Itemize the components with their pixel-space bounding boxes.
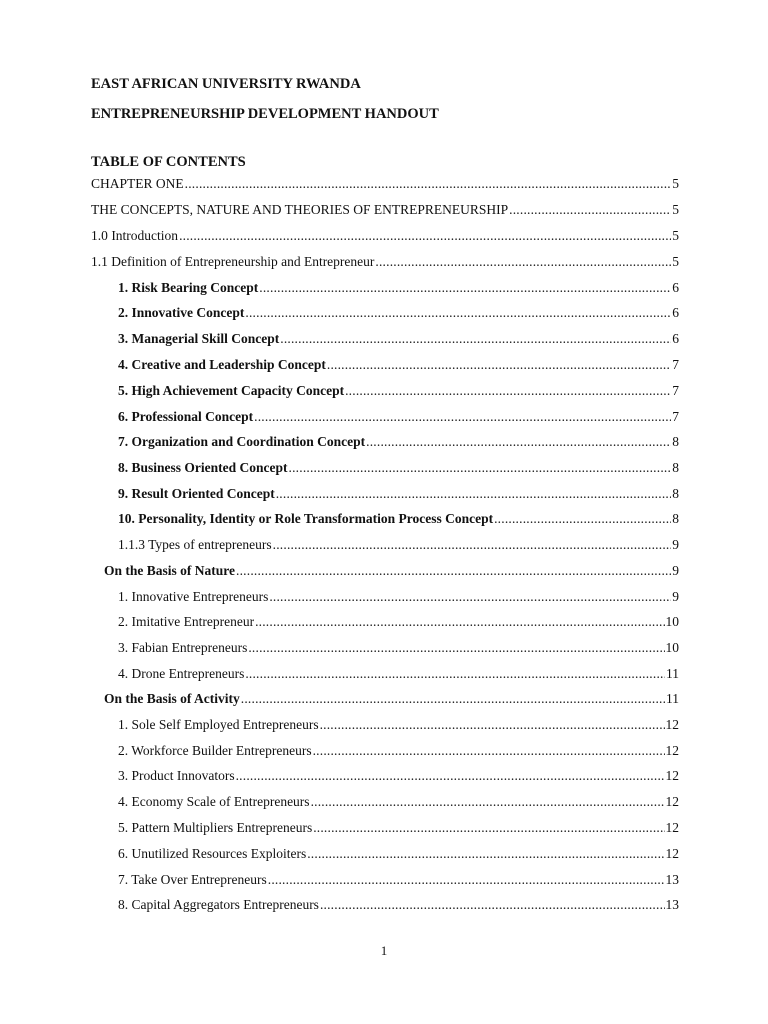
- toc-entry-label: 4. Creative and Leadership Concept: [118, 357, 326, 372]
- dot-leader: [320, 896, 665, 914]
- toc-entry-page: 8: [672, 511, 679, 526]
- toc-entry-label: 5. Pattern Multipliers Entrepreneurs: [118, 820, 313, 835]
- dot-leader: [241, 690, 665, 708]
- page-number: 1: [380, 943, 388, 958]
- dot-leader: [280, 330, 671, 348]
- toc-entry-label: 9. Result Oriented Concept: [118, 486, 275, 501]
- dot-leader: [327, 356, 671, 374]
- dot-leader: [255, 613, 664, 631]
- dot-leader: [254, 408, 671, 426]
- toc-entry-workforce-builder[interactable]: [118, 742, 679, 760]
- toc-entry-label: 1.1 Definition of Entrepreneurship and Entrepreneur: [91, 254, 375, 269]
- toc-heading: TABLE OF CONTENTS: [91, 154, 246, 170]
- toc-entry-page: 6: [672, 305, 679, 320]
- toc-entry-page: 13: [665, 872, 679, 887]
- toc-entry-label: 7. Organization and Coordination Concept: [118, 434, 366, 449]
- dot-leader: [269, 588, 671, 606]
- toc-entry-page: 8: [672, 460, 679, 475]
- toc-entry-label: 10. Personality, Identity or Role Transformation Process Concept: [118, 511, 494, 526]
- toc-entry-page: 5: [672, 254, 679, 269]
- dot-leader: [289, 459, 672, 477]
- toc-entry-label: 3. Managerial Skill Concept: [118, 331, 280, 346]
- toc-entry-page: 9: [672, 589, 679, 604]
- toc-entry-label: 8. Capital Aggregators Entrepreneurs: [118, 897, 319, 912]
- dot-leader: [236, 562, 671, 580]
- toc-entry-drone-entrepreneurs[interactable]: [118, 665, 679, 683]
- dot-leader: [313, 819, 664, 837]
- toc-entry-page: 9: [672, 537, 679, 552]
- dot-leader: [245, 665, 665, 683]
- toc-entry-managerial-skill[interactable]: [118, 330, 679, 348]
- toc-entry-page: 5: [672, 202, 679, 217]
- dot-leader: [245, 304, 671, 322]
- toc-entry-organization-coordination[interactable]: [118, 433, 679, 451]
- toc-entry-types-of-entrepreneurs[interactable]: [118, 536, 679, 554]
- toc-entry-label: CHAPTER ONE: [91, 176, 184, 191]
- toc-entry-page: 12: [665, 743, 679, 758]
- dot-leader: [273, 536, 672, 554]
- toc-entry-page: 11: [666, 691, 679, 706]
- toc-entry-label: 1.1.3 Types of entrepreneurs: [118, 537, 272, 552]
- toc-entry-page: 9: [672, 563, 679, 578]
- toc-entry-page: 12: [665, 768, 679, 783]
- dot-leader: [248, 639, 664, 657]
- toc-entry-label: On the Basis of Activity: [104, 691, 240, 706]
- toc-entry-fabian-entrepreneurs[interactable]: [118, 639, 679, 657]
- toc-entry-number: 1.0: [91, 228, 108, 243]
- toc-entry-label: 2. Innovative Concept: [118, 305, 245, 320]
- dot-leader: [268, 871, 665, 889]
- toc-entry-label: 4. Economy Scale of Entrepreneurs: [118, 794, 310, 809]
- toc-entry-page: 13: [665, 897, 679, 912]
- toc-entry-label: THE CONCEPTS, NATURE AND THEORIES OF ENTREPRENEURSHIP: [91, 202, 509, 217]
- toc-entry-professional[interactable]: [118, 408, 679, 426]
- toc-entry-concepts-nature-theories[interactable]: [91, 201, 679, 219]
- toc-entry-label: 2. Workforce Builder Entrepreneurs: [118, 743, 312, 758]
- dot-leader: [366, 433, 671, 451]
- toc-entry-label: 1. Innovative Entrepreneurs: [118, 589, 269, 604]
- toc-entry-result-oriented[interactable]: [118, 485, 679, 503]
- toc-entry-label: 6. Unutilized Resources Exploiters: [118, 846, 307, 861]
- handout-title: ENTREPRENEURSHIP DEVELOPMENT HANDOUT: [91, 106, 439, 122]
- toc-entry-label: 3. Product Innovators: [118, 768, 235, 783]
- toc-entry-label: 3. Fabian Entrepreneurs: [118, 640, 248, 655]
- toc-entry-label: 5. High Achievement Capacity Concept: [118, 383, 345, 398]
- toc-entry-page: 11: [666, 666, 679, 681]
- dot-leader: [509, 201, 671, 219]
- toc-entry-innovative-concept[interactable]: [118, 304, 679, 322]
- dot-leader: [276, 485, 672, 503]
- toc-entry-definition[interactable]: [91, 253, 679, 271]
- toc-entry-basis-of-nature[interactable]: [104, 562, 679, 580]
- toc-entry-basis-of-activity[interactable]: [104, 690, 679, 708]
- toc-entry-label: 1. Sole Self Employed Entrepreneurs: [118, 717, 319, 732]
- toc-entry-personality-identity[interactable]: [118, 510, 679, 528]
- toc-entry-label: On the Basis of Nature: [104, 563, 236, 578]
- dot-leader: [179, 227, 671, 245]
- toc-entry-page: 12: [665, 846, 679, 861]
- toc-entry-label: Introduction: [111, 228, 179, 243]
- toc-entry-page: 7: [672, 409, 679, 424]
- toc-entry-risk-bearing[interactable]: [118, 279, 679, 297]
- dot-leader: [185, 175, 672, 193]
- toc-entry-imitative-entrepreneur[interactable]: [118, 613, 679, 631]
- toc-entry-label: 8. Business Oriented Concept: [118, 460, 288, 475]
- toc-entry-economy-scale[interactable]: [118, 793, 679, 811]
- toc-entry-page: 10: [665, 640, 679, 655]
- dot-leader: [311, 793, 665, 811]
- toc-entry-introduction[interactable]: [91, 227, 679, 245]
- toc-entry-page: 6: [672, 280, 679, 295]
- toc-entry-page: 7: [672, 383, 679, 398]
- toc-entry-innovative-entrepreneurs[interactable]: [118, 588, 679, 606]
- toc-entry-capital-aggregators[interactable]: [118, 896, 679, 914]
- toc-entry-page: 8: [672, 486, 679, 501]
- toc-entry-page: 12: [665, 794, 679, 809]
- toc-entry-chapter-one[interactable]: [91, 175, 679, 193]
- toc-entry-page: 7: [672, 357, 679, 372]
- toc-entry-page: 12: [665, 717, 679, 732]
- toc-entry-page: 10: [665, 614, 679, 629]
- toc-entry-unutilized-resources[interactable]: [118, 845, 679, 863]
- dot-leader: [345, 382, 671, 400]
- toc-entry-business-oriented[interactable]: [118, 459, 679, 477]
- dot-leader: [320, 716, 665, 734]
- dot-leader: [307, 845, 664, 863]
- dot-leader: [313, 742, 665, 760]
- toc-entry-product-innovators[interactable]: [118, 767, 679, 785]
- toc-entry-page: 8: [672, 434, 679, 449]
- toc-entry-high-achievement[interactable]: [118, 382, 679, 400]
- university-title: EAST AFRICAN UNIVERSITY RWANDA: [91, 76, 361, 92]
- toc-entry-take-over[interactable]: [118, 871, 679, 889]
- toc-entry-page: 5: [672, 228, 679, 243]
- dot-leader: [236, 767, 665, 785]
- toc-entry-label: 6. Professional Concept: [118, 409, 254, 424]
- dot-leader: [259, 279, 671, 297]
- toc-entry-label: 1. Risk Bearing Concept: [118, 280, 259, 295]
- toc-entry-label: 4. Drone Entrepreneurs: [118, 666, 245, 681]
- toc-entry-sole-self-employed[interactable]: [118, 716, 679, 734]
- toc-entry-page: 6: [672, 331, 679, 346]
- toc-entry-pattern-multipliers[interactable]: [118, 819, 679, 837]
- toc-entry-page: 12: [665, 820, 679, 835]
- toc-entry-label: 2. Imitative Entrepreneur: [118, 614, 255, 629]
- dot-leader: [375, 253, 671, 271]
- toc-entry-page: 5: [672, 176, 679, 191]
- dot-leader: [494, 510, 671, 528]
- toc-entry-creative-leadership[interactable]: [118, 356, 679, 374]
- toc-entry-label: 7. Take Over Entrepreneurs: [118, 872, 267, 887]
